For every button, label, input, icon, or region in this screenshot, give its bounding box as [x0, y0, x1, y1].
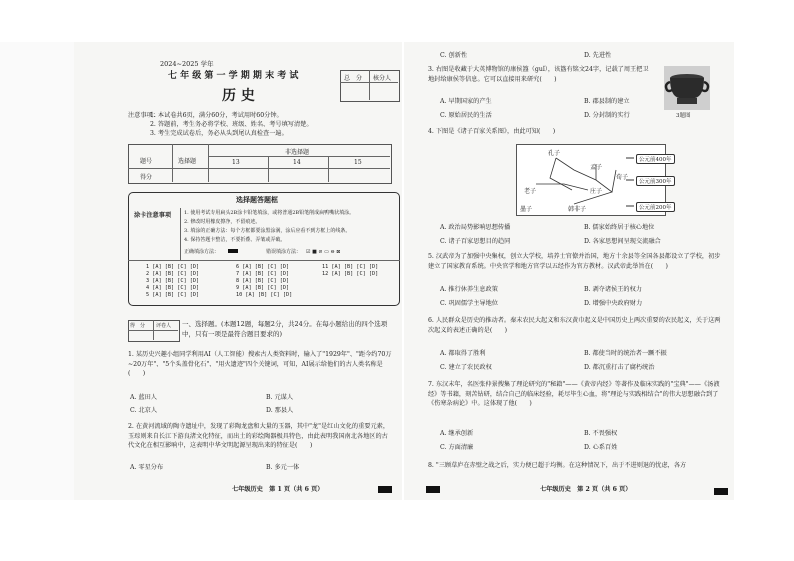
question-3: 3. 右图是收藏于大英博物馆的康侯簋（guǐ），该簋有铭文24字，记载了周王把卫地封给康侯等信息。它可以直接用来研究( ): [428, 66, 649, 83]
q7-option-d[interactable]: D. 心系百姓: [584, 444, 618, 451]
era-200bc: 公元前200年: [636, 202, 675, 212]
node-mencius: 孟子: [590, 164, 603, 171]
answer-row[interactable]: 6 [A] [B] [C] [D]: [236, 264, 290, 270]
non-mc-column-label: 非选择题: [285, 149, 310, 156]
question-5: 5. 汉武帝为了加强中央集权，创立大学校，培养士官僚并治国，地方十余县等全国各县都设立了学校，初步建立了国家教育系统。中央官学和地方官学以五经作为官方教材。汉武帝此举旨在( ): [428, 253, 721, 270]
q4-option-a[interactable]: A. 政治局势影响思想传播: [440, 224, 511, 231]
q3-option-b[interactable]: B. 郡县制的建立: [584, 98, 630, 105]
q1-option-d[interactable]: D. 那县人: [266, 407, 294, 414]
answer-column-1[interactable]: [146, 264, 199, 299]
subject-title: 历 史: [222, 88, 255, 104]
answer-row[interactable]: 11 [A] [B] [C] [D]: [322, 264, 379, 270]
answer-row[interactable]: 10 [A] [B] [C] [D]: [236, 292, 293, 298]
answer-row[interactable]: 8 [A] [B] [C] [D]: [236, 278, 290, 284]
grader-box-divider: [128, 330, 178, 331]
question-7: 7. 东汉末年，名医张仲景搜集了理论研究的"秘籍"——《黄帝内经》等著作及临床实践的"宝典"——《汤液经》等书籍，刻苦钻研，结合自己的临床经验，耗尽毕生心血，将"理论与实践相结合"的伟大思想融合到了《伤寒杂病论》中。这体现了他( ): [428, 381, 720, 407]
q5-option-a[interactable]: A. 推行休养生息政策: [440, 286, 498, 293]
left-page-footer: 七年级历史 第 1 页（共 6 页）: [232, 486, 324, 493]
q7-option-a[interactable]: A. 继承创新: [440, 430, 474, 437]
score-table-line: [268, 156, 269, 182]
continued-option-c[interactable]: C. 创新性: [440, 52, 468, 59]
column-15: 15: [354, 159, 362, 166]
node-hanfeizi: 韩非子: [568, 206, 587, 213]
q1-option-b[interactable]: B. 元谋人: [266, 394, 294, 401]
q5-option-b[interactable]: B. 剥夺诸侯王的权力: [584, 286, 642, 293]
q4-option-d[interactable]: D. 各家思想间呈现交流融合: [584, 238, 661, 245]
correct-fill-sample: [228, 249, 238, 253]
q7-option-c[interactable]: C. 方面清廉: [440, 444, 474, 451]
score-table-line: [128, 168, 390, 169]
score-box-divider: [340, 82, 398, 83]
total-score-label: 总 分: [344, 75, 363, 82]
q6-option-d[interactable]: D. 都沉重打击了腐朽统治: [584, 364, 655, 371]
node-confucius: 孔子: [548, 150, 561, 157]
registration-mark: [426, 486, 440, 493]
node-laozi: 老子: [524, 188, 537, 195]
answer-notes-label: 涂卡注意事项: [134, 212, 172, 219]
registration-mark: [378, 486, 392, 493]
answer-column-3[interactable]: [322, 264, 378, 278]
wrong-method-label: 错误填涂方法：: [266, 249, 302, 255]
note-3: 3. 考生完成试卷后，务必从头到尾认真检查一遍。: [150, 130, 288, 137]
q2-option-b[interactable]: B. 多元一体: [266, 464, 300, 471]
registration-mark: [714, 488, 728, 495]
binding-strip: [0, 42, 74, 500]
question-1: 1. 某历史兴趣小组同学利用AI（人工智能）搜索古人类资料时，输入了"1929年"、"距今约70万~20万年"、"5个头盖骨化石"、"用火遗迹"四个关键词，可知，AI展示给他们的古人类名称是( ): [128, 351, 392, 377]
answer-row[interactable]: 3 [A] [B] [C] [D]: [146, 278, 200, 284]
answer-note-3: 3. 填涂的正确方法：每个方框都要涂黑涂满，涂后应看不到方框上的线条。: [184, 228, 351, 234]
right-page-footer: 七年级历史 第 2 页（共 6 页）: [540, 486, 632, 493]
question-6: 6. 人民群众是历史的推动者。秦末农民大起义和东汉黄巾起义是中国历史上两次重要的农民起义，关于这两次起义的表述正确的是( ): [428, 317, 721, 334]
era-300bc: 公元前300年: [636, 176, 675, 186]
question-8: 8. "三顾草庐在赤壁之战之后，实力便已超于均衡。在这种情况下，出于不进则退的忧虑，各方: [428, 462, 687, 469]
score-box-divider: [369, 70, 370, 100]
q5-option-d[interactable]: D. 增强中央政府财力: [584, 300, 643, 307]
q3-figure-caption: 3题图: [676, 113, 691, 119]
note-1: 1. 本试卷共6页，满分60分，考试用时60分钟。: [150, 112, 283, 119]
score-table-line: [208, 156, 390, 157]
q1-option-c[interactable]: C. 北京人: [130, 407, 158, 414]
q2-option-a[interactable]: A. 零星分布: [130, 464, 164, 471]
q6-option-a[interactable]: A. 都取得了胜利: [440, 350, 486, 357]
notes-title: 注意事项：: [128, 112, 159, 119]
q3-option-c[interactable]: C. 原始居民的生活: [440, 112, 492, 119]
answer-note-2: 2. 修改时用橡皮擦净，不留痕迹。: [184, 219, 261, 225]
score-row-label: 得分: [140, 174, 153, 181]
continued-option-d[interactable]: D. 先进性: [584, 52, 612, 59]
answer-notes-divider: [180, 208, 181, 260]
score-table-line: [208, 144, 209, 182]
answer-row[interactable]: 4 [A] [B] [C] [D]: [146, 285, 200, 291]
q3-option-d[interactable]: D. 分封制的实行: [584, 112, 630, 119]
q5-option-c[interactable]: C. 巩固儒学主导地位: [440, 300, 498, 307]
q1-option-a[interactable]: A. 蓝田人: [130, 394, 157, 401]
question-2: 2. 在黄河流域的陶寺遗址中，发现了彩陶龙盘和大量的玉器，其中"龙"是红山文化的重要元素，玉琮则来自长江下游良渚文化特征，而出土的彩绘陶器极具特色，由此表明我国南北各地区的古代文化在相互影响中，这表明中华文明起源呈现出来的特征是( ): [128, 423, 390, 449]
q3-option-a[interactable]: A. 早期国家的产生: [440, 98, 492, 105]
question-number-label: 题号: [140, 158, 153, 165]
score-table: [128, 144, 392, 184]
grader-score-label: 得 分: [130, 323, 146, 329]
section-one-heading: 一、选择题。(本题12题，每题2分，共24分。在每小题给出的四个选项中，只有一项是最符合题目要求的): [182, 320, 388, 338]
answer-row[interactable]: 12 [A] [B] [C] [D]: [322, 271, 379, 277]
answer-row[interactable]: 9 [A] [B] [C] [D]: [236, 285, 290, 291]
q6-option-c[interactable]: C. 建立了农民政权: [440, 364, 492, 371]
school-year: 2024~2025 学年: [160, 60, 214, 68]
answer-box-divider: [128, 260, 400, 261]
answer-row[interactable]: 1 [A] [B] [C] [D]: [146, 264, 200, 270]
node-xunzi: 荀子: [616, 174, 629, 181]
answer-row[interactable]: 2 [A] [B] [C] [D]: [146, 271, 200, 277]
q4-option-c[interactable]: C. 诸子百家思想目的趋同: [440, 238, 511, 245]
answer-row[interactable]: 5 [A] [B] [C] [D]: [146, 292, 200, 298]
checker-label: 核分人: [373, 75, 392, 82]
score-table-line: [172, 144, 173, 182]
correct-method-label: 正确填涂方法：: [184, 249, 220, 255]
answer-column-2[interactable]: [236, 264, 292, 299]
node-zhuangzi: 庄子: [590, 188, 603, 195]
q7-option-b[interactable]: B. 不畏强权: [584, 430, 618, 437]
grader-name-label: 评卷人: [156, 323, 172, 329]
wrong-fill-samples: ☑ ■ ⊘ ▭ ⊖ ⊠: [306, 249, 341, 255]
column-14: 14: [293, 159, 301, 166]
score-table-line: [328, 156, 329, 182]
question-4: 4. 下图是《诸子百家关系图》，由此可知( ): [428, 128, 556, 135]
node-mozi: 墨子: [520, 206, 533, 213]
answer-row[interactable]: 7 [A] [B] [C] [D]: [236, 271, 290, 277]
answer-note-1: 1. 使用考试专用扁头2B涂卡铅笔填涂，或将普通2B铅笔削成扁鸭嘴状填涂。: [184, 210, 355, 216]
note-2: 2. 答题前，考生务必将学校、班级、姓名、考号填写清楚。: [150, 121, 313, 128]
answer-note-4: 4. 保持答题卡整洁，不要折叠、弄皱或弄破。: [184, 237, 286, 243]
exam-title: 七 年 级 第 一 学 期 期 末 考 试: [168, 71, 299, 81]
mc-column-label: 选择题: [178, 158, 197, 165]
q4-option-b[interactable]: B. 儒家始终居于核心地位: [584, 224, 655, 231]
column-13: 13: [232, 159, 240, 166]
era-400bc: 公元前400年: [636, 154, 675, 164]
q6-option-b[interactable]: B. 都使当时的统治者一蹶不振: [584, 350, 667, 357]
bronze-gui-image: [664, 66, 710, 110]
answer-box-title: 选择题答题框: [236, 195, 278, 204]
